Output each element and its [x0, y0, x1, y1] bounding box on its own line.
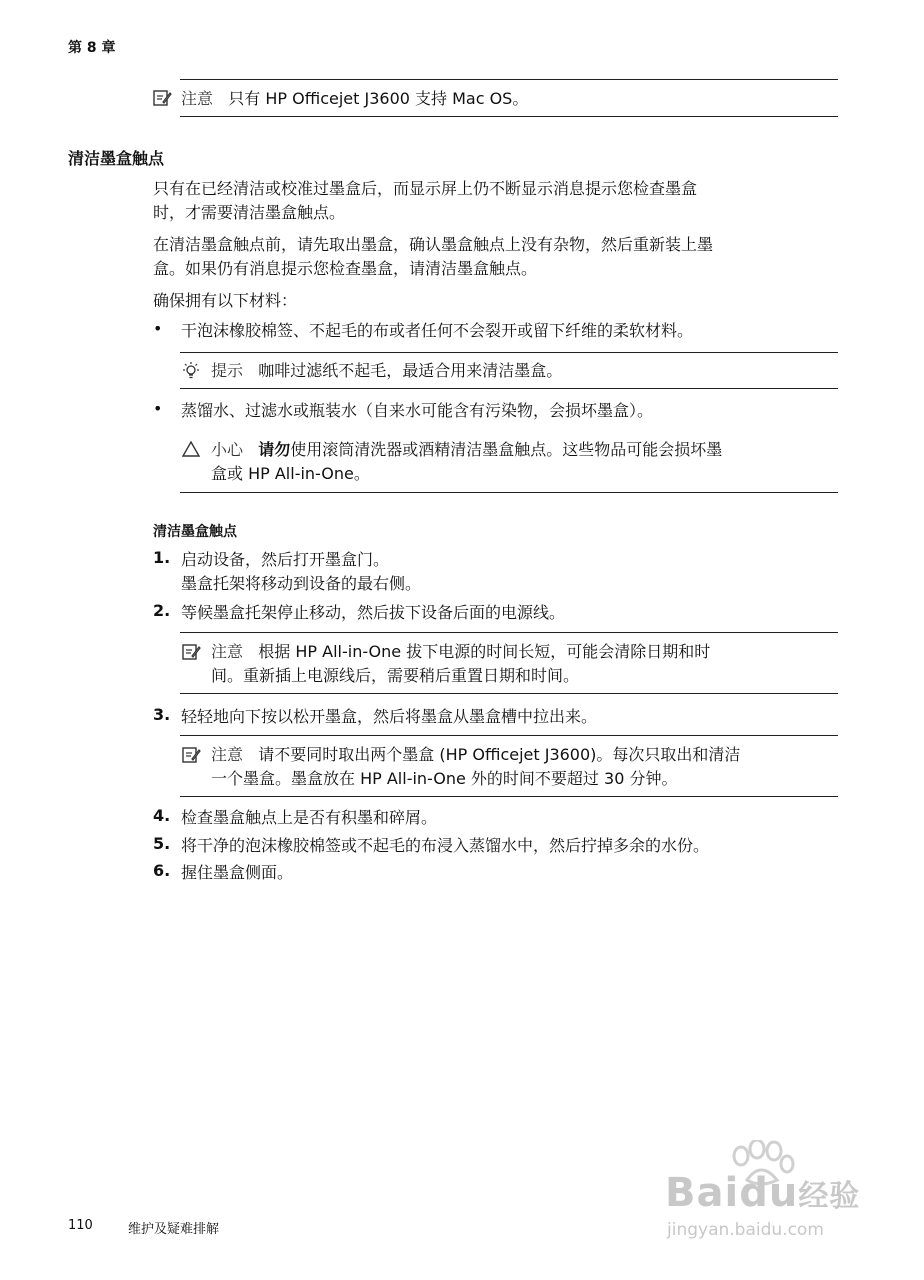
note-1-bottom-rule: [180, 693, 838, 694]
step-5: 将干净的泡沫橡胶棉签或不起毛的布浸入蒸馏水中，然后拧掉多余的水份。: [181, 836, 710, 855]
paragraph-1-line-1: 只有在已经清洁或校准过墨盒后，而显示屏上仍不断显示消息提示您检查墨盒: [153, 179, 698, 198]
watermark-logo: Bai: [665, 1170, 740, 1216]
note-2-callout: [211, 743, 841, 791]
note-1-top-rule: [180, 632, 838, 633]
step-2: 等候墨盒托架停止移动，然后拔下设备后面的电源线。: [181, 603, 566, 622]
note-top-rule: [180, 79, 838, 80]
step-number: 5.: [153, 834, 171, 853]
section-title: 清洁墨盒触点: [68, 149, 165, 168]
paragraph-2-line-1: 在清洁墨盒触点前，请先取出墨盒，确认墨盒触点上没有杂物，然后重新装上墨: [153, 235, 714, 254]
tip-text: 咖啡过滤纸不起毛，最适合用来清洁墨盒。: [258, 361, 563, 380]
paragraph-3: [153, 289, 843, 313]
caution-label: 小心: [211, 440, 244, 459]
paragraph-1: [153, 177, 843, 225]
bullet-1: 干泡沫橡胶棉签、不起毛的布或者任何不会裂开或留下纤维的柔软材料。: [181, 321, 694, 340]
paragraph-1-line-2: 时，才需要清洁墨盒触点。: [153, 203, 346, 222]
note-2-top-rule: [180, 735, 838, 736]
tip-top-rule: [180, 352, 838, 353]
paragraph-2: [153, 233, 843, 281]
tip-label: 提示: [211, 361, 244, 380]
footer-title: 维护及疑难排解: [128, 1222, 220, 1237]
step-number: 3.: [153, 705, 171, 724]
note-2-line-1: 请不要同时取出两个墨盒 (HP Officejet J3600)。每次只取出和清洁: [258, 745, 741, 764]
caution-line-1: 使用滚筒清洗器或酒精清洁墨盒触点。这些物品可能会损坏墨: [290, 440, 723, 459]
step-number: 2.: [153, 601, 171, 620]
page-number: 110: [68, 1218, 93, 1233]
tip-bottom-rule: [180, 388, 838, 389]
bullet-2: 蒸馏水、过滤水或瓶装水（自来水可能含有污染物，会损坏墨盒）。: [181, 401, 654, 420]
step-number: 6.: [153, 861, 171, 880]
caution-bottom-rule: [180, 492, 838, 493]
step-1-text: 启动设备，然后打开墨盒门。: [181, 550, 390, 569]
note-1-label: 注意: [211, 642, 244, 661]
note-bottom-rule: [180, 116, 838, 117]
tip-callout: [211, 359, 562, 383]
chapter-label: 第 8 章: [68, 40, 116, 56]
step-4: 检查墨盒触点上是否有积墨和碎屑。: [181, 808, 438, 827]
note-1-line-2: 间。重新插上电源线后，需要稍后重置日期和时间。: [211, 666, 580, 685]
paragraph-3-line-1: 确保拥有以下材料：: [153, 291, 298, 310]
step-6: 握住墨盒侧面。: [181, 863, 294, 882]
caution-line-2: 盒或 HP All-in-One。: [211, 464, 370, 483]
bullet-dot: •: [153, 319, 163, 338]
warning-triangle-icon: [181, 440, 201, 458]
note-text: 只有 HP Officejet J3600 支持 Mac OS。: [228, 89, 529, 108]
note-icon: [152, 88, 172, 108]
bullet-dot: •: [153, 399, 163, 418]
top-note: [181, 87, 528, 111]
lightbulb-icon: [181, 361, 201, 381]
paragraph-2-line-2: 盒。如果仍有消息提示您检查墨盒，请清洁墨盒触点。: [153, 259, 538, 278]
caution-bold: 请勿: [258, 440, 291, 459]
step-1: [181, 548, 421, 596]
step-number: 1.: [153, 548, 171, 567]
note-icon: [181, 642, 201, 662]
baidu-watermark: [665, 1140, 865, 1240]
watermark-brand: 经验: [798, 1179, 861, 1214]
note-2-label: 注意: [211, 745, 244, 764]
watermark-logo-2: du: [739, 1170, 799, 1216]
note-2-bottom-rule: [180, 796, 838, 797]
note-1-line-1: 根据 HP All-in-One 拔下电源的时间长短，可能会清除日期和时: [258, 642, 711, 661]
step-3: 轻轻地向下按以松开墨盒，然后将墨盒从墨盒槽中拉出来。: [181, 707, 598, 726]
watermark-url: jingyan.baidu.com: [667, 1220, 824, 1240]
note-1-callout: [211, 640, 841, 688]
procedure-title: 清洁墨盒触点: [153, 524, 237, 540]
note-2-line-2: 一个墨盒。墨盒放在 HP All-in-One 外的时间不要超过 30 分钟。: [211, 769, 678, 788]
step-number: 4.: [153, 806, 171, 825]
step-1-sub: 墨盒托架将移动到设备的最右侧。: [181, 574, 422, 593]
note-label: 注意: [181, 89, 214, 108]
caution-callout: [211, 438, 841, 486]
note-icon: [181, 745, 201, 765]
